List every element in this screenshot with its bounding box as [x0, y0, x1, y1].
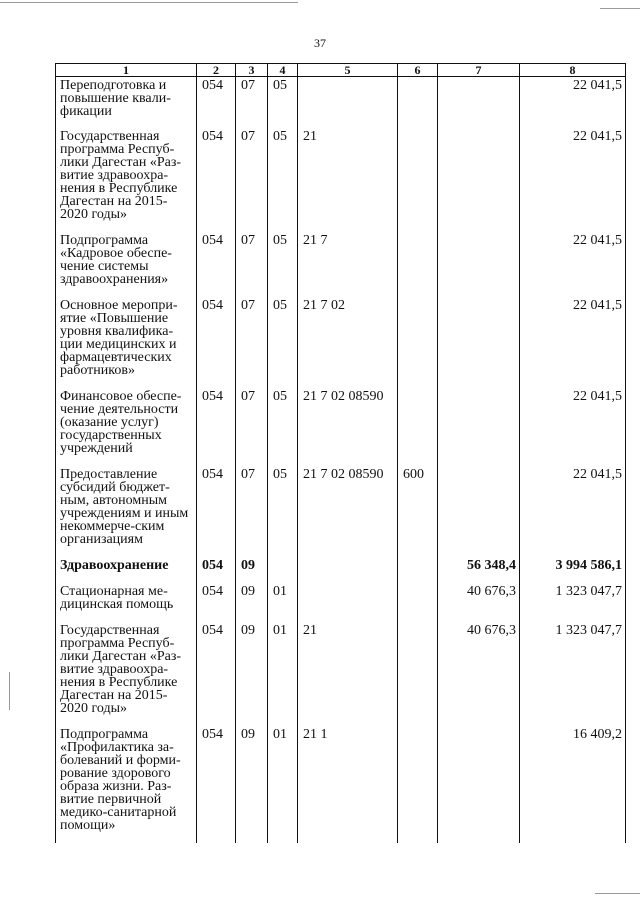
column-header: 2	[197, 64, 236, 77]
table-row	[56, 388, 626, 466]
division-code-cell: 07	[236, 77, 268, 128]
subdivision-code-cell: 05	[268, 388, 298, 466]
amount-col8-cell: 3 994 586,1	[520, 557, 626, 583]
subdivision-code-cell: 05	[268, 297, 298, 388]
scan-edge-top-right	[600, 8, 640, 9]
division-code-cell: 09	[236, 583, 268, 622]
expense-type-cell	[398, 77, 438, 128]
column-header: 5	[298, 64, 398, 77]
scan-edge-left-mark	[9, 672, 10, 710]
expense-type-cell	[398, 622, 438, 726]
scan-edge-bottom-right	[595, 893, 640, 894]
division-code-cell: 07	[236, 466, 268, 557]
page-number: 37	[314, 36, 326, 50]
target-article-cell: 21	[298, 128, 398, 232]
amount-col8-cell: 22 041,5	[520, 297, 626, 388]
section-code-cell: 054	[197, 466, 236, 557]
amount-col8-cell: 1 323 047,7	[520, 583, 626, 622]
amount-col8-cell: 22 041,5	[520, 77, 626, 128]
division-code-cell: 07	[236, 388, 268, 466]
amount-col8-cell: 16 409,2	[520, 726, 626, 843]
expense-type-cell	[398, 726, 438, 843]
amount-col7-cell	[438, 77, 520, 128]
column-header: 4	[268, 64, 298, 77]
division-code-cell: 07	[236, 297, 268, 388]
table-row	[56, 726, 626, 843]
subdivision-code-cell: 05	[268, 128, 298, 232]
section-code-cell: 054	[197, 232, 236, 297]
amount-col8-cell: 22 041,5	[520, 388, 626, 466]
table-row	[56, 466, 626, 557]
amount-col7-cell: 40 676,3	[438, 622, 520, 726]
row-name-cell: Предоставление субсидий бюджет-ным, автономным учреждениям и иным некоммерче-ским организациям	[56, 466, 197, 557]
expense-type-cell: 600	[398, 466, 438, 557]
row-name-cell: Подпрограмма «Кадровое обеспе-чение системы здравоохранения»	[56, 232, 197, 297]
amount-col7-cell	[438, 128, 520, 232]
amount-col8-cell: 1 323 047,7	[520, 622, 626, 726]
amount-col7-cell	[438, 466, 520, 557]
target-article-cell: 21 7	[298, 232, 398, 297]
section-code-cell: 054	[197, 583, 236, 622]
amount-col7-cell	[438, 726, 520, 843]
column-header: 7	[438, 64, 520, 77]
target-article-cell: 21 7 02 08590	[298, 466, 398, 557]
subdivision-code-cell: 05	[268, 77, 298, 128]
subdivision-code-cell: 05	[268, 466, 298, 557]
section-code-cell: 054	[197, 557, 236, 583]
table-row	[56, 77, 626, 128]
subdivision-code-cell: 01	[268, 726, 298, 843]
section-code-cell: 054	[197, 128, 236, 232]
division-code-cell: 09	[236, 726, 268, 843]
section-code-cell: 054	[197, 726, 236, 843]
amount-col8-cell: 22 041,5	[520, 466, 626, 557]
target-article-cell: 21 7 02	[298, 297, 398, 388]
row-name-cell: Стационарная ме-дицинская помощь	[56, 583, 197, 622]
expense-type-cell	[398, 388, 438, 466]
target-article-cell	[298, 77, 398, 128]
column-header: 1	[56, 64, 197, 77]
row-name-cell: Здравоохранение	[56, 557, 197, 583]
expense-type-cell	[398, 583, 438, 622]
target-article-cell: 21	[298, 622, 398, 726]
table-header-row	[56, 64, 626, 77]
target-article-cell: 21 7 02 08590	[298, 388, 398, 466]
section-code-cell: 054	[197, 77, 236, 128]
table-row	[56, 297, 626, 388]
expense-type-cell	[398, 557, 438, 583]
division-code-cell: 09	[236, 622, 268, 726]
target-article-cell	[298, 557, 398, 583]
expense-type-cell	[398, 232, 438, 297]
table-row	[56, 232, 626, 297]
row-name-cell: Подпрограмма «Профилактика за-болеваний и форми-рование здорового образа жизни. Раз-витие первичной медико-санитарной помощи»	[56, 726, 197, 843]
amount-col8-cell: 22 041,5	[520, 232, 626, 297]
amount-col7-cell: 56 348,4	[438, 557, 520, 583]
amount-col7-cell	[438, 388, 520, 466]
division-code-cell: 07	[236, 128, 268, 232]
section-code-cell: 054	[197, 388, 236, 466]
budget-table	[55, 63, 626, 843]
column-header: 6	[398, 64, 438, 77]
division-code-cell: 09	[236, 557, 268, 583]
section-code-cell: 054	[197, 297, 236, 388]
row-name-cell: Переподготовка и повышение квали-фикации	[56, 77, 197, 128]
target-article-cell	[298, 583, 398, 622]
subdivision-code-cell: 01	[268, 583, 298, 622]
column-header: 3	[236, 64, 268, 77]
row-name-cell: Государственная программа Респуб-лики Дагестан «Раз-витие здравоохра-нения в Республике Дагестан на 2015-2020 годы»	[56, 128, 197, 232]
row-name-cell: Основное меропри-ятие «Повышение уровня квалифика-ции медицинских и фармацевтических работников»	[56, 297, 197, 388]
row-name-cell: Финансовое обеспе-чение деятельности (оказание услуг) государственных учреждений	[56, 388, 197, 466]
table-row	[56, 557, 626, 583]
column-header: 8	[520, 64, 626, 77]
table-row	[56, 128, 626, 232]
subdivision-code-cell: 05	[268, 232, 298, 297]
amount-col7-cell: 40 676,3	[438, 583, 520, 622]
expense-type-cell	[398, 297, 438, 388]
scan-edge-top-left	[0, 2, 298, 3]
division-code-cell: 07	[236, 232, 268, 297]
expense-type-cell	[398, 128, 438, 232]
amount-col7-cell	[438, 297, 520, 388]
section-code-cell: 054	[197, 622, 236, 726]
row-name-cell: Государственная программа Респуб-лики Дагестан «Раз-витие здравоохра-нения в Республике Дагестан на 2015-2020 годы»	[56, 622, 197, 726]
table-row	[56, 622, 626, 726]
subdivision-code-cell	[268, 557, 298, 583]
target-article-cell: 21 1	[298, 726, 398, 843]
amount-col8-cell: 22 041,5	[520, 128, 626, 232]
amount-col7-cell	[438, 232, 520, 297]
table-row	[56, 583, 626, 622]
subdivision-code-cell: 01	[268, 622, 298, 726]
